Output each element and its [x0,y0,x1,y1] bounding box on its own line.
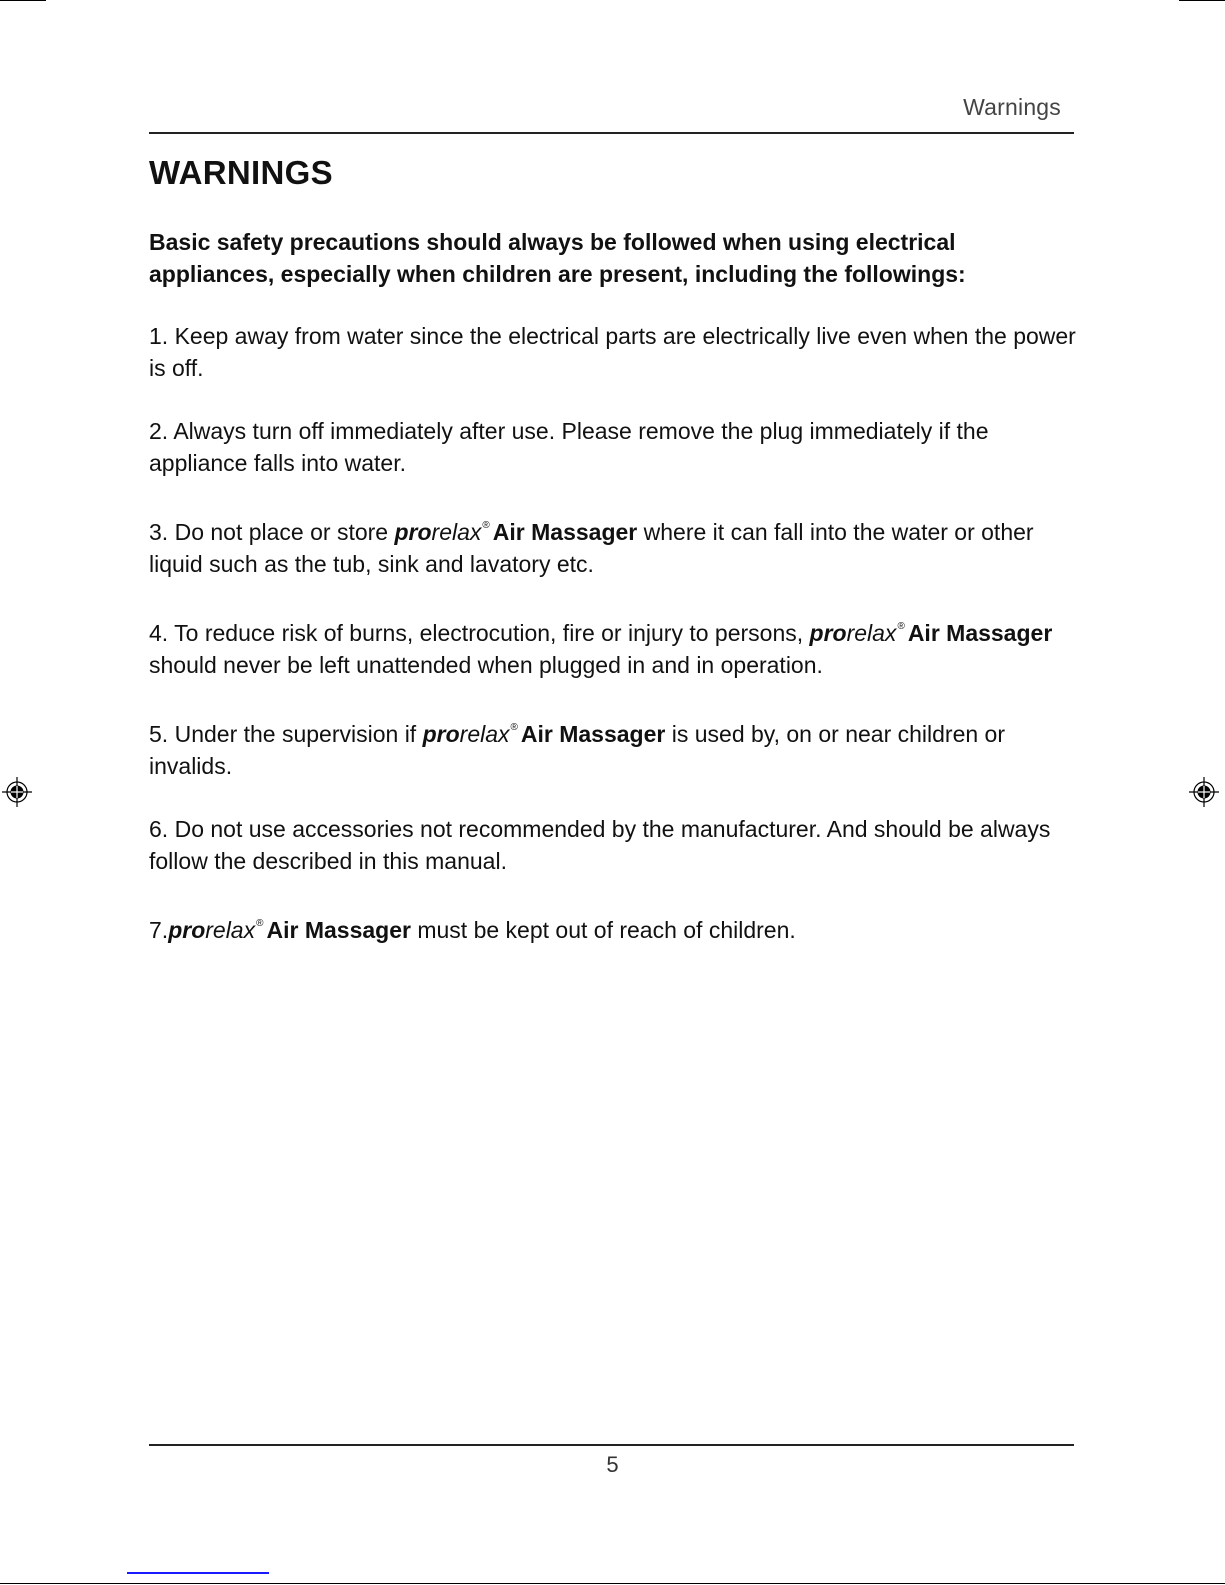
registration-mark-icon [1,776,33,808]
crop-mark-top-right [1179,0,1225,1]
item-number: 5. [149,721,169,747]
item-number: 4. [149,620,169,646]
brand-name [810,620,1053,646]
product-name: Air Massager [907,620,1053,646]
brand-relax: relax [431,519,482,545]
warning-item-3 [149,510,1079,580]
brand-pro: pro [422,721,460,747]
item-text: Under the supervision if [174,721,423,747]
registered-mark: ® [897,621,905,632]
item-text: Do not place or store [174,519,395,545]
item-number: 7. [149,917,169,943]
brand-relax: relax [846,620,897,646]
brand-pro: pro [394,519,432,545]
brand-relax: relax [205,917,256,943]
product-name: Air Massager [266,917,411,943]
header-rule [149,132,1074,134]
warning-item-7 [149,908,1079,946]
item-text: must be kept out of reach of children. [410,917,796,943]
crop-mark-top-left [0,0,46,1]
product-name: Air Massager [520,721,666,747]
brand-name [394,519,637,545]
brand-name [423,721,666,747]
registered-mark: ® [256,918,264,929]
warning-item-4 [149,611,1079,681]
warnings-list [149,320,1079,977]
registered-mark: ® [510,722,518,733]
registered-mark: ® [482,520,490,531]
item-text: To reduce risk of burns, electrocution, fire or injury to persons, [174,620,810,646]
registration-mark-icon [1188,776,1220,808]
brand-relax: relax [459,721,510,747]
footer-rule [149,1444,1074,1446]
item-number: 3. [149,519,169,545]
product-name: Air Massager [492,519,638,545]
link-underline [127,1572,269,1574]
item-text: Do not use accessories not recommended by the manufacturer. And should be always follow the described in this manual. [149,816,1051,874]
warning-item-6 [149,813,1079,877]
page-number: 5 [606,1452,619,1477]
brand-pro: pro [809,620,847,646]
page-title: WARNINGS [149,154,333,191]
item-number: 6. [149,816,169,842]
item-text: is used by, on or near children or invalids. [149,721,1006,779]
item-number: 2. [149,418,169,444]
item-text: Always turn off immediately after use. Please remove the plug immediately if the appliance falls into water. [149,418,989,476]
intro-paragraph: Basic safety precautions should always be followed when using electrical appliances, especially when children are present, including the followings: [149,229,966,287]
item-text: should never be left unattended when plugged in and in operation. [149,652,823,678]
warning-item-5 [149,712,1079,782]
item-number: 1. [149,323,169,349]
warning-item-2 [149,415,1079,479]
warning-item-1 [149,320,1079,384]
item-text: where it can fall into the water or other liquid such as the tub, sink and lavatory etc. [149,519,1034,577]
item-text: Keep away from water since the electrical parts are electrically live even when the power is off. [149,323,1076,381]
running-header: Warnings [963,94,1061,120]
brand-pro: pro [168,917,206,943]
brand-name [168,917,411,943]
crop-mark-bottom [0,1583,1225,1584]
